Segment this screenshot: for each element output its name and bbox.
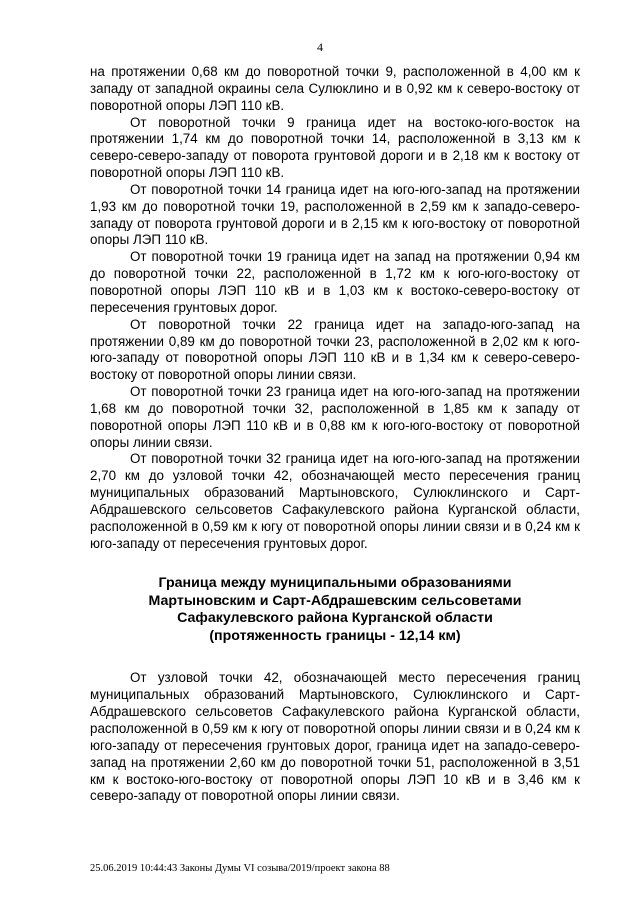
- paragraph: От поворотной точки 32 граница идет на юго-юго-запад на протяжении 2,70 км до узловой точки 42, обозначающей место пересечения границ муниципальных образований Мартыновского, Сулюклинского и Сарт-Абдрашевского сельсоветов Сафакулевского района Курганской области, расположенной в 0,59 км к югу от поворотной опоры линии связи и в 0,24 км к юго-западу от пересечения грунтовых дорог.: [90, 451, 580, 551]
- heading-line: Мартыновским и Сарт-Абдрашевским сельсоветами: [148, 592, 522, 609]
- footer-path: 25.06.2019 10:44:43 Законы Думы VI созыва/2019/проект закона 88: [90, 863, 390, 874]
- page-number: 4: [317, 40, 323, 54]
- paragraph: От поворотной точки 14 граница идет на юго-юго-запад на протяжении 1,93 км до поворотной точки 19, расположенной в 2,59 км к западо-северо-западу от поворота грунтовой дороги и в 2,15 км к юго-востоку от поворотной опоры ЛЭП 110 кВ.: [90, 181, 580, 248]
- section-heading: [90, 575, 580, 645]
- paragraph: От поворотной точки 19 граница идет на запад на протяжении 0,94 км до поворотной точки 22, расположенной в 1,72 км к юго-юго-востоку от поворотной опоры ЛЭП 110 кВ и в 1,03 км к востоко-северо-востоку от пересечения грунтовых дорог.: [90, 249, 580, 315]
- heading-line: (протяженность границы - 12,14 км): [209, 627, 461, 644]
- paragraph: От узловой точки 42, обозначающей место пересечения границ муниципальных образований Мартыновского, Сулюклинского и Сарт-Абдрашевского сельсоветов Сафакулевского района Курганской области, расположенной в 0,59 км к югу от поворотной опоры линии связи и в 0,24 км к юго-западу от пересечения грунтовых дорог, граница идет на западо-северо-запад на протяжении 2,60 км до поворотной точки 51, расположенной в 3,51 км к востоко-юго-востоку от поворотной опоры ЛЭП 10 кВ и в 3,46 км к северо-западу от поворотной опоры линии связи.: [90, 670, 580, 804]
- paragraph: От поворотной точки 22 граница идет на западо-юго-запад на протяжении 0,89 км до поворотной точки 23, расположенной в 2,02 км к юго-юго-западу от поворотной опоры ЛЭП 110 кВ и в 1,34 км к северо-северо-востоку от поворотной опоры линии связи.: [90, 316, 580, 383]
- paragraph: От поворотной точки 9 граница идет на востоко-юго-восток на протяжении 1,74 км до поворотной точки 14, расположенной в 3,13 км к северо-северо-западу от поворота грунтовой дороги и в 2,18 км к востоку от поворотной опоры ЛЭП 110 кВ.: [90, 114, 580, 181]
- heading-line: Граница между муниципальными образованиями: [158, 575, 512, 592]
- heading-line: Сафакулевского района Курганской области: [177, 610, 493, 627]
- document-body: [90, 64, 580, 805]
- paragraph-continuation: на протяжении 0,68 км до поворотной точки 9, расположенной в 4,00 км к западу от западной окраины села Сулюклино и в 0,92 км к северо-востоку от поворотной опоры ЛЭП 110 кВ.: [90, 64, 580, 113]
- paragraph: От поворотной точки 23 граница идет на юго-юго-запад на протяжении 1,68 км до поворотной точки 32, расположенной в 1,85 км к западу от поворотной опоры ЛЭП 110 кВ и в 0,88 км к юго-юго-востоку от поворотной опоры линии связи.: [90, 384, 580, 450]
